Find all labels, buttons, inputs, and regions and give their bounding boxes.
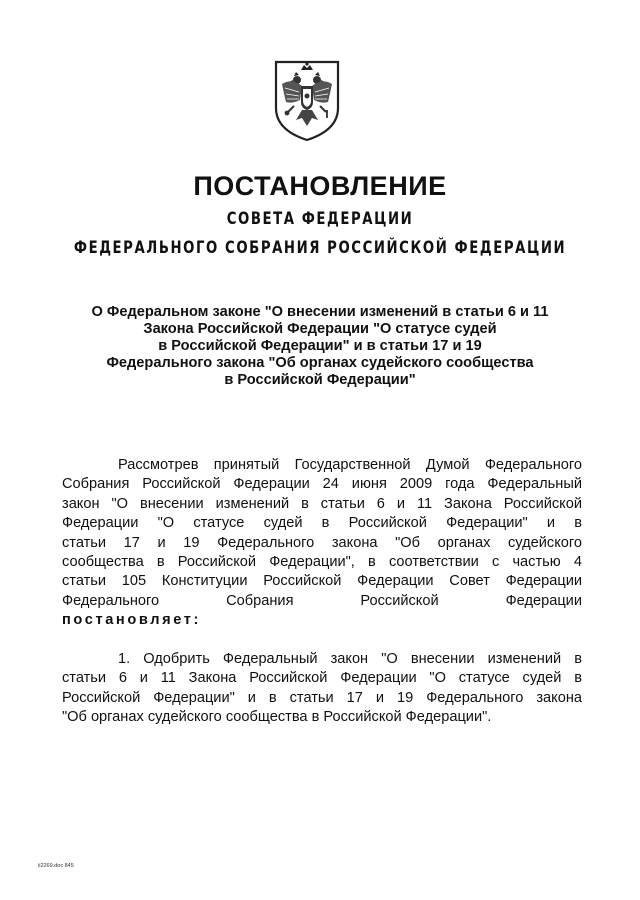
- body-line: Российской Федерации" и в статьи 17 и 19 Федерального закона: [62, 689, 582, 706]
- body-line: статьи 17 и 19 Федерального закона "Об органах судейского: [62, 534, 582, 551]
- decision-paragraph: [62, 650, 582, 728]
- issuer-line-1: СОВЕТА ФЕДЕРАЦИИ: [226, 209, 414, 229]
- document-code: ii2269.doc 845: [38, 863, 74, 869]
- subject-line: в Российской Федерации" и в статьи 17 и 19: [158, 338, 482, 354]
- body-line: закон "О внесении изменений в статьи 6 и 11 Закона Российской: [62, 495, 582, 512]
- body-line: сообщества в Российской Федерации", в соответствии с частью 4: [62, 554, 582, 571]
- document-subject: [40, 304, 600, 389]
- body-line: Федерального Собрания Российской Федерации: [62, 592, 582, 609]
- body-line: 1. Одобрить Федеральный закон "О внесении изменений в: [118, 651, 582, 667]
- document-title: ПОСТАНОВЛЕНИЕ: [193, 171, 447, 201]
- subject-line: в Российской Федерации": [224, 372, 416, 388]
- body-line: "Об органах судейского сообщества в Российской Федерации".: [62, 709, 492, 726]
- body-line: Федерации "О статусе судей в Российской Федерации" и в: [62, 515, 582, 532]
- subject-line: Федерального закона "Об органах судейского сообщества: [106, 355, 534, 371]
- body-line: Рассмотрев принятый Государственной Думой Федерального: [118, 457, 582, 473]
- body-line: статьи 6 и 11 Закона Российской Федерации "О статусе судей в: [62, 670, 582, 687]
- body-line: Собрания Российской Федерации 24 июня 2009 года Федеральный: [62, 476, 582, 493]
- subject-line: О Федеральном законе "О внесении изменений в статьи 6 и 11: [91, 304, 549, 320]
- coat-of-arms-icon: [272, 58, 342, 142]
- decree-word: постановляет:: [62, 612, 201, 629]
- subject-line: Закона Российской Федерации "О статусе судей: [143, 321, 497, 337]
- preamble-paragraph: [62, 456, 582, 631]
- body-line: статьи 105 Конституции Российской Федерации Совет Федерации: [62, 573, 582, 590]
- issuer-line-2: ФЕДЕРАЛЬНОГО СОБРАНИЯ РОССИЙСКОЙ ФЕДЕРАЦИИ: [73, 238, 567, 258]
